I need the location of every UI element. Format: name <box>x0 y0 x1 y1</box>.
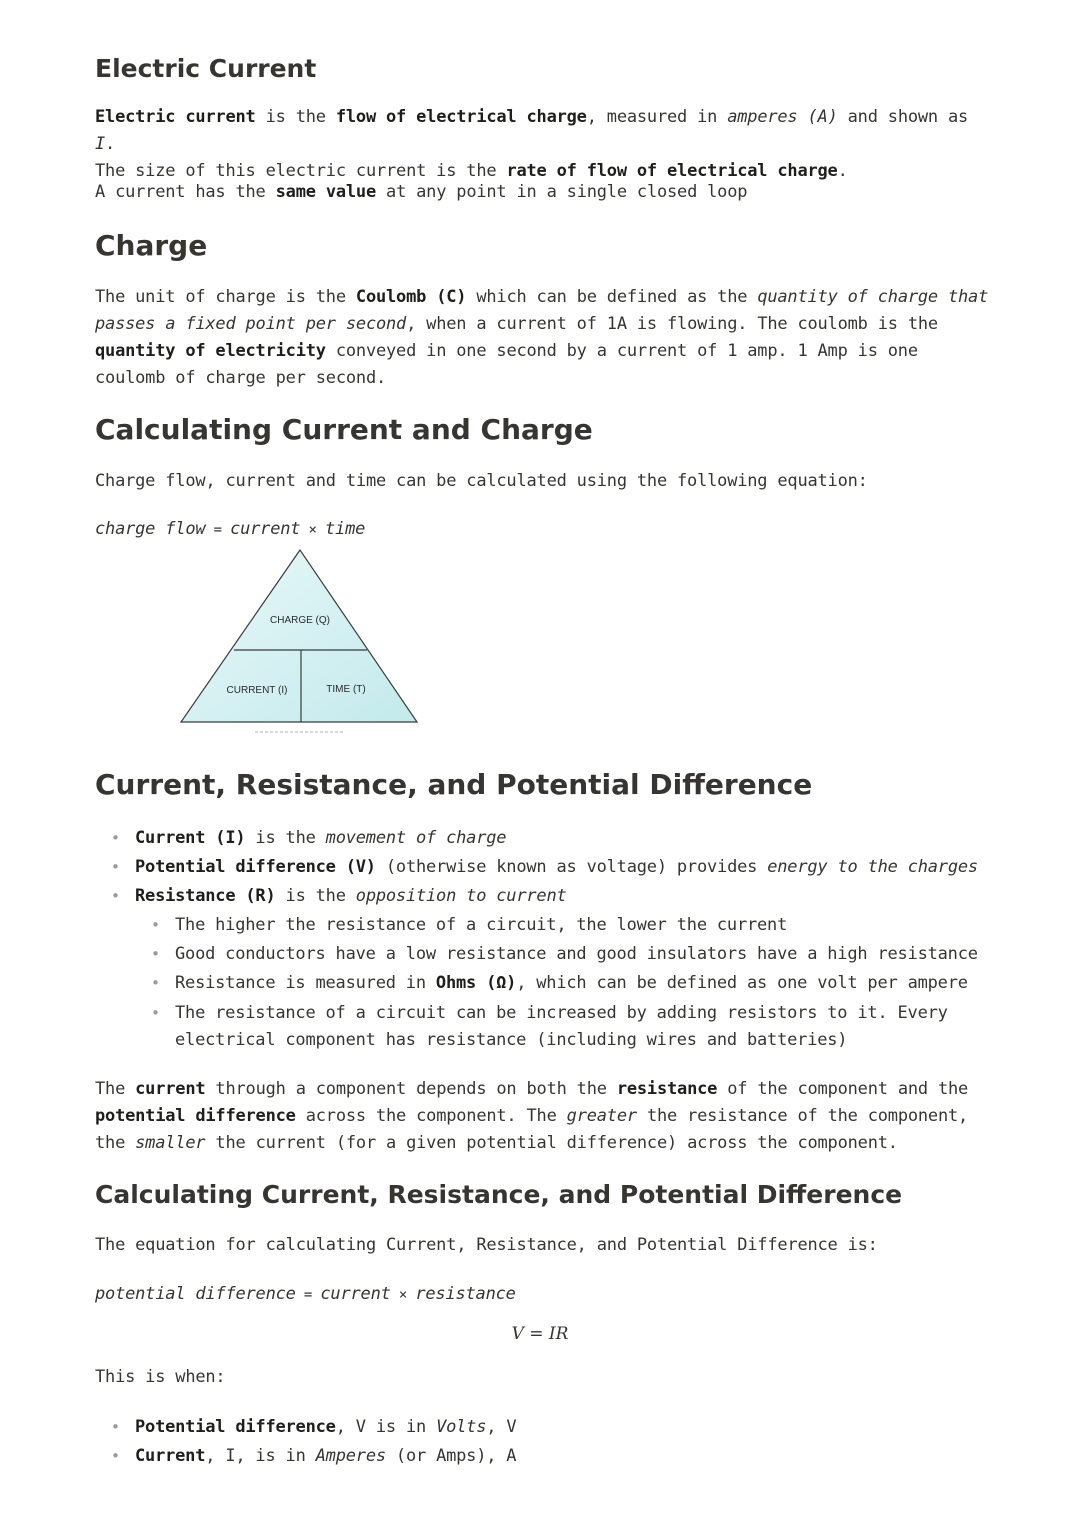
charge-paragraph: The unit of charge is the Coulomb (C) which can be defined as the quantity of charge that passes a fixed point per second, when a current of 1A is flowing. The coulomb is the quantity of electricity conveyed in one second by a current of 1 amp. 1 Amp is one coulomb of charge per second. <box>95 287 989 388</box>
this-is-when-text: This is when: <box>95 1367 226 1387</box>
sub-item-higher-resistance: • The higher the resistance of a circuit, the lower the current <box>95 911 995 940</box>
triangle-label-current: CURRENT (I) <box>226 685 288 696</box>
charge-triangle-diagram <box>175 545 425 740</box>
list-item-resistance: • Resistance (R) is the opposition to current <box>95 882 995 911</box>
heading-electric-current: Electric Current <box>95 54 317 83</box>
current-same-value-text: A current has the same value at any point in a single closed loop <box>95 182 748 202</box>
charge-equation-intro: Charge flow, current and time can be calculated using the following equation: <box>95 471 868 491</box>
list-item-pd-units: • Potential difference, V is in Volts, V <box>95 1413 995 1442</box>
heading-current-resistance-pd: Current, Resistance, and Potential Difference <box>95 768 813 801</box>
vir-word-equation: potential difference = current × resistance <box>95 1284 516 1304</box>
list-item-current-units: • Current, I, is in Amperes (or Amps), A <box>95 1442 995 1471</box>
current-dependence-paragraph: The current through a component depends on both the resistance of the component and the potential difference across the component. The greater the resistance of the component, the smaller the current (for a given potential difference) across the component. <box>95 1079 969 1153</box>
triangle-label-time: TIME (T) <box>326 684 366 695</box>
triangle-label-charge: CHARGE (Q) <box>270 615 330 626</box>
heading-calculating-vir: Calculating Current, Resistance, and Potential Difference <box>95 1180 903 1209</box>
charge-equation: charge flow = current × time <box>95 519 366 539</box>
heading-charge: Charge <box>95 229 208 262</box>
vir-equation-intro: The equation for calculating Current, Resistance, and Potential Difference is: <box>95 1235 878 1255</box>
triangle-shape <box>181 550 417 722</box>
heading-calculating-current-charge: Calculating Current and Charge <box>95 413 593 446</box>
sub-item-conductors: • Good conductors have a low resistance and good insulators have a high resistance <box>95 940 995 969</box>
vir-formula: V = IR <box>511 1324 569 1344</box>
sub-item-adding-resistors: • The resistance of a circuit can be increased by adding resistors to it. Every electrical component has resistance (including wires and batteries) <box>95 1000 995 1054</box>
units-list <box>95 1413 995 1471</box>
current-resistance-list <box>95 824 995 1054</box>
list-item-current: • Current (I) is the movement of charge <box>95 824 995 853</box>
electric-current-definition: Electric current is the flow of electrical charge, measured in amperes (A) and shown as I. The size of this electric current is the rate of flow of electrical charge. <box>95 107 969 181</box>
sub-item-ohms: • Resistance is measured in Ohms (Ω), which can be defined as one volt per ampere <box>95 969 995 998</box>
list-item-potential-difference: • Potential difference (V) (otherwise known as voltage) provides energy to the charges <box>95 853 995 882</box>
